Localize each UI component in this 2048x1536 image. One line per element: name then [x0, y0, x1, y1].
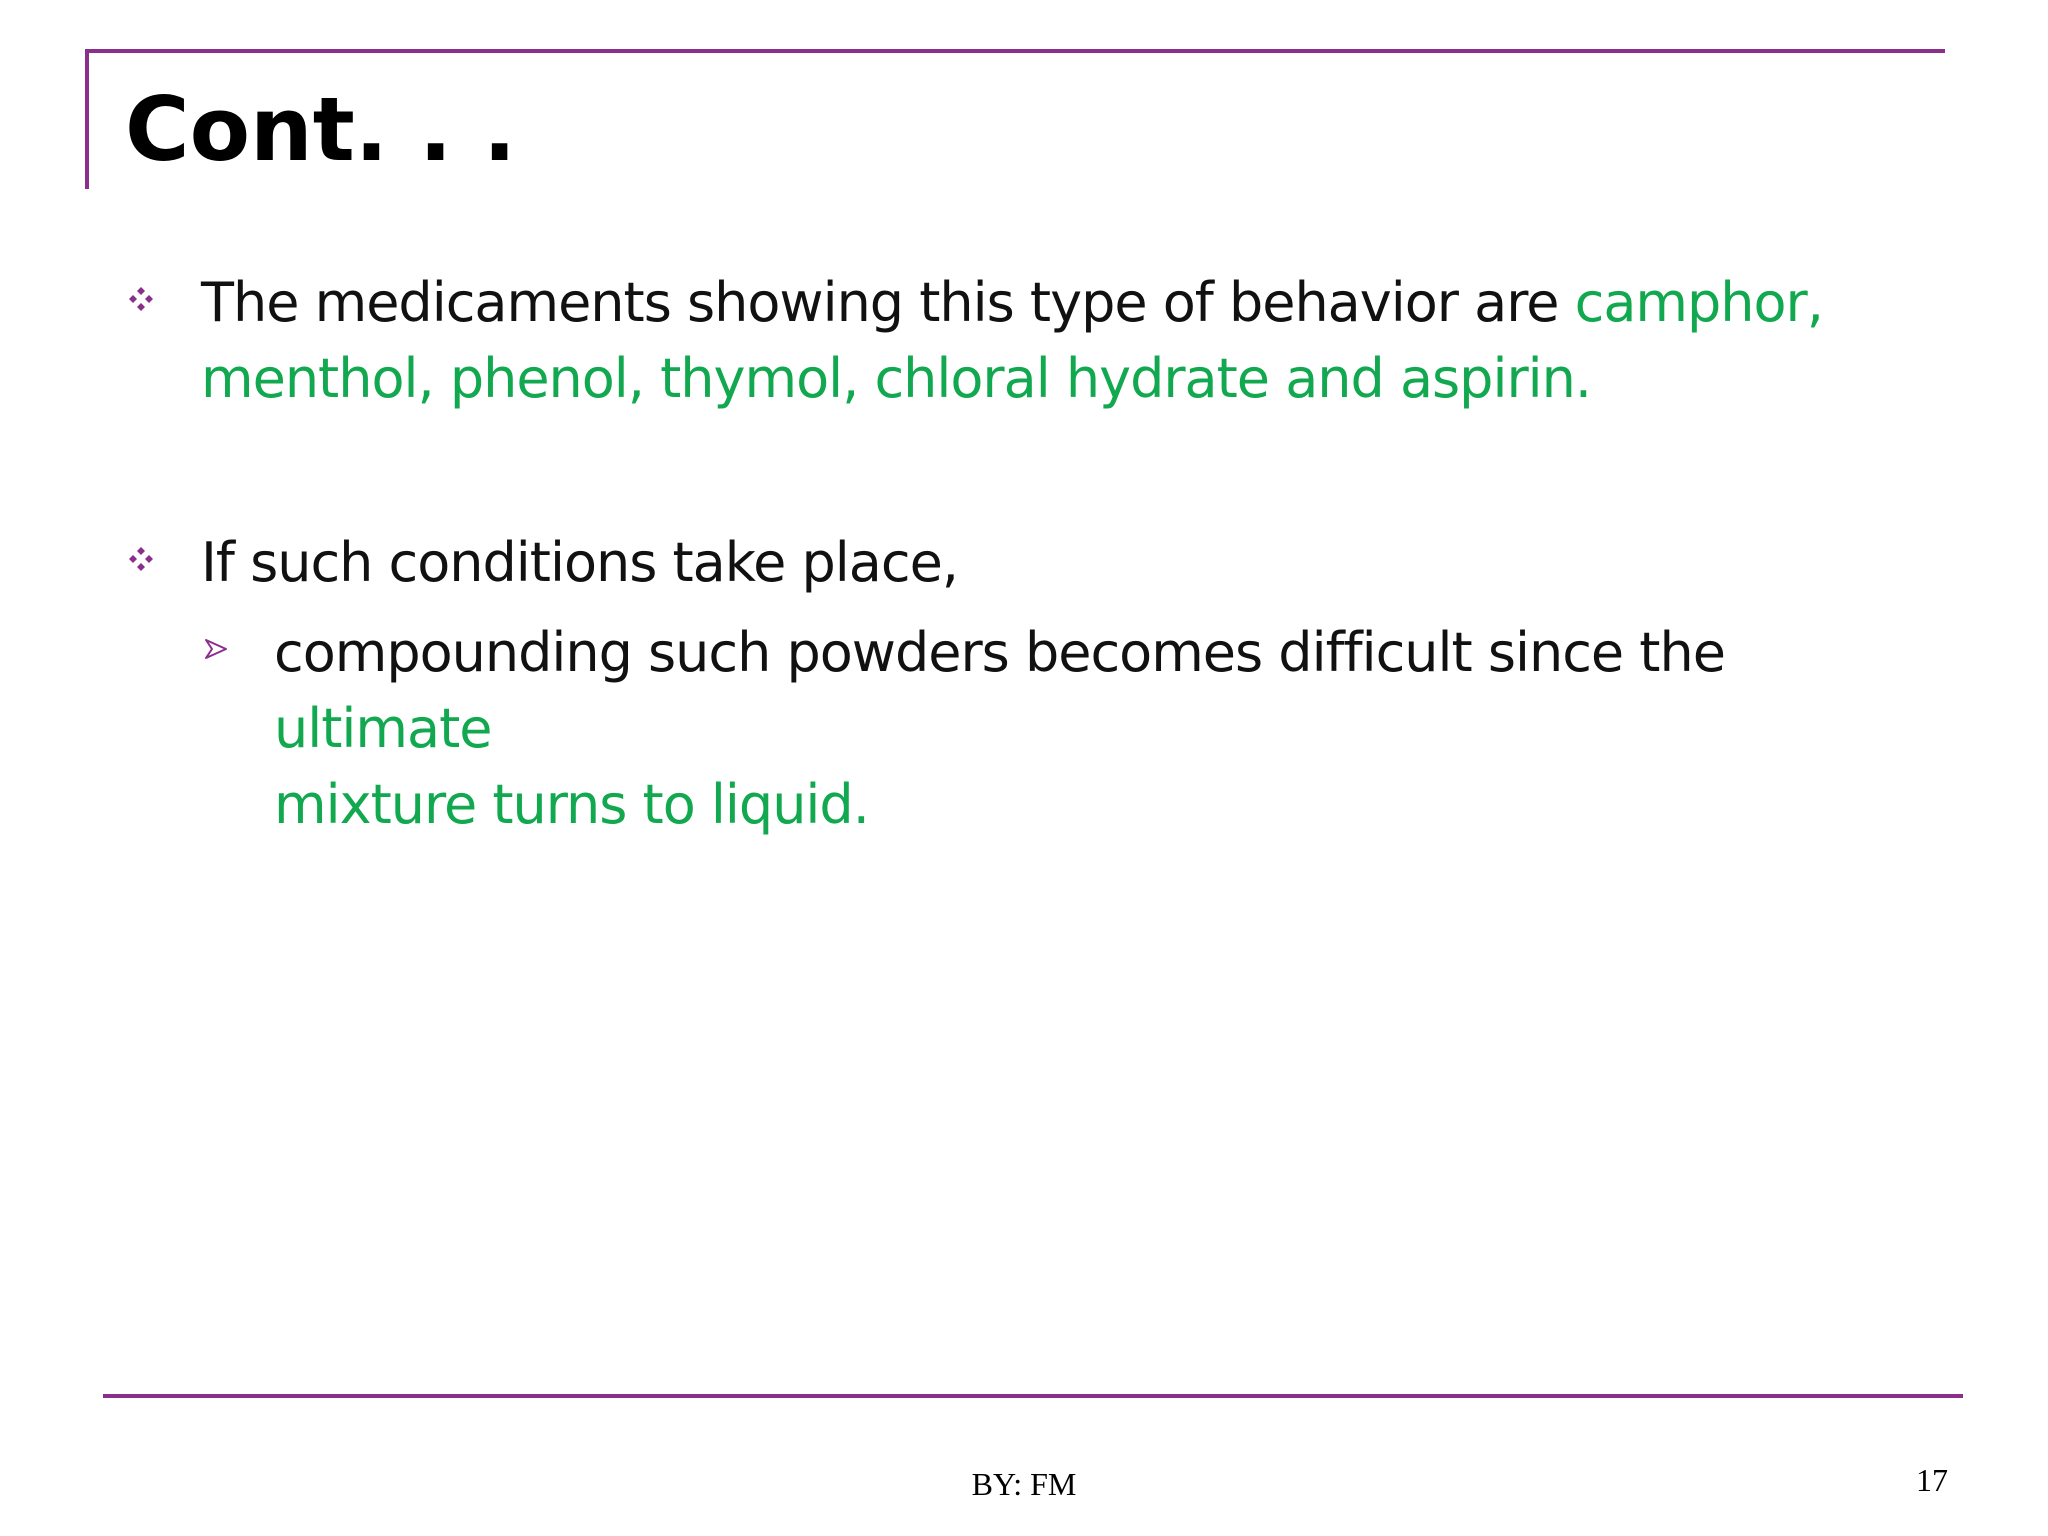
diamond-bullet-icon: [125, 283, 157, 315]
sub-bullet-green-text-b: mixture turns to liquid.: [274, 773, 869, 836]
bullet-item-1: [125, 265, 1823, 417]
diamond-bullet-icon: [125, 543, 157, 575]
footer-author: BY: FM: [971, 1466, 1077, 1502]
sub-bullet-item-1: [202, 615, 1725, 843]
arrow-bullet-icon: [202, 635, 230, 663]
page-number: 17: [1916, 1462, 1948, 1498]
title-frame-top-rule: [85, 49, 1945, 53]
slide-title: Cont. . .: [125, 78, 517, 181]
sub-bullet-text: [274, 615, 1725, 843]
bullet-1-line-1: [201, 265, 1823, 341]
bullet-item-2: [125, 525, 958, 601]
sub-bullet-green-text-a: ultimate: [274, 697, 492, 760]
bullet-1-text: [201, 265, 1823, 417]
footer-divider: [103, 1394, 1963, 1398]
bullet-1-green-text-a: camphor,: [1574, 271, 1823, 334]
bullet-2-text: If such conditions take place,: [201, 531, 958, 594]
title-frame-left-rule: [85, 49, 89, 189]
sub-bullet-black-text: compounding such powders becomes difficult since the: [274, 621, 1725, 684]
bullet-1-black-text: The medicaments showing this type of behavior are: [201, 271, 1575, 334]
bullet-1-green-text-b: menthol, phenol, thymol, chloral hydrate and aspirin.: [201, 347, 1592, 410]
